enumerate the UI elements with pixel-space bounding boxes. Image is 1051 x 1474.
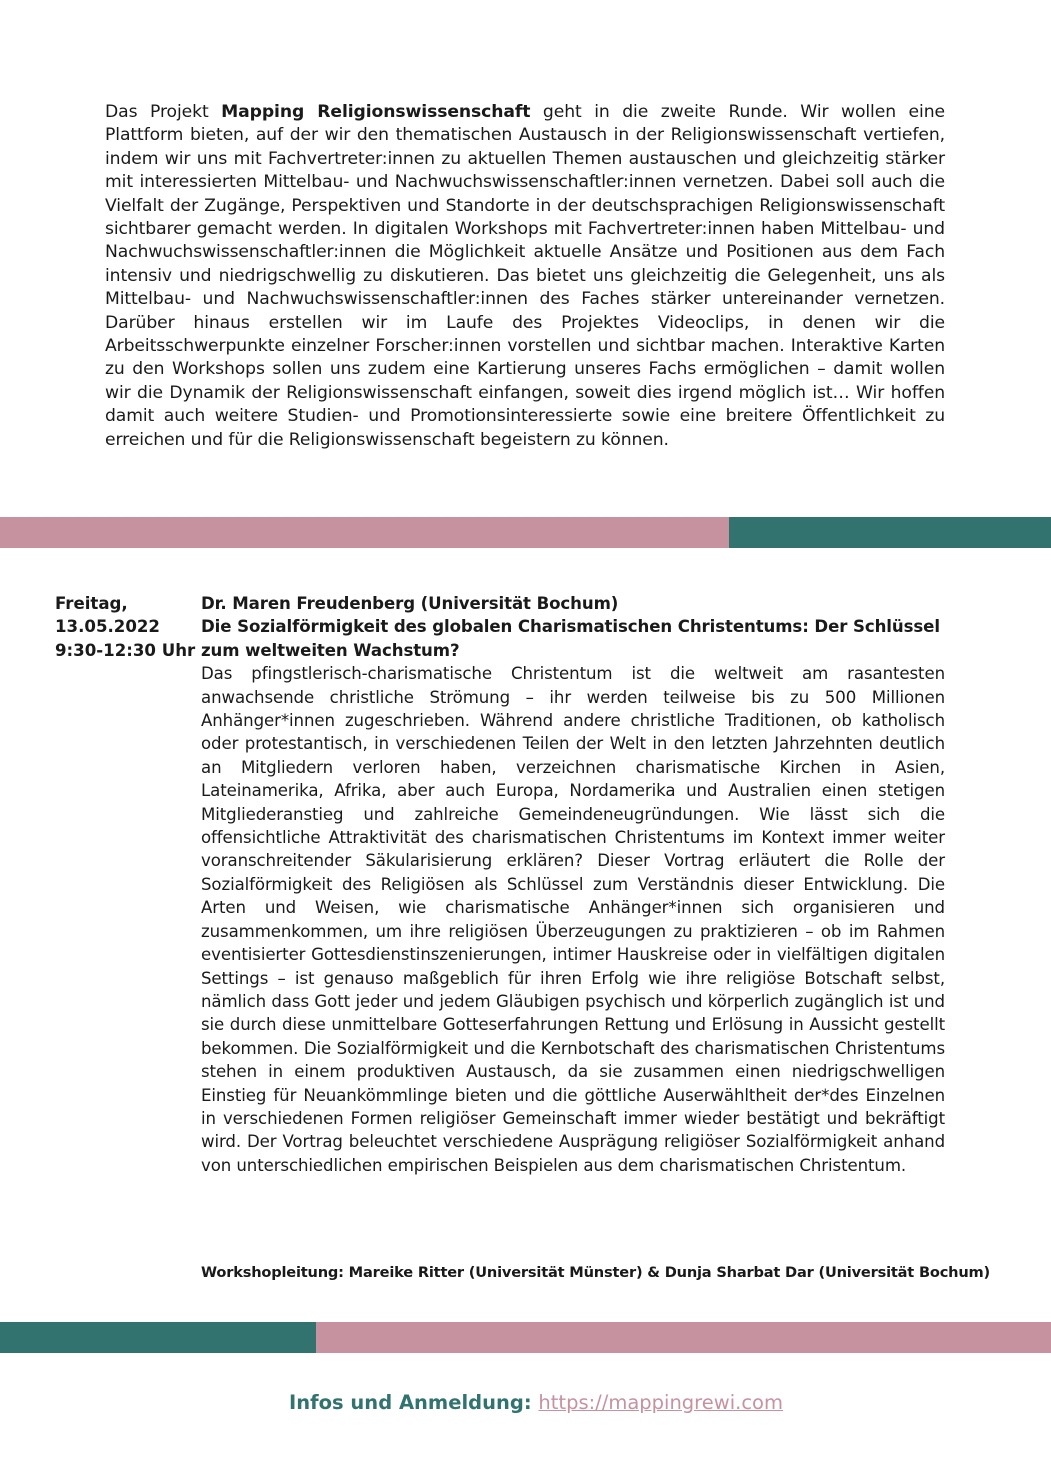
talk-abstract: Das pfingstlerisch-charismatische Christentum ist die weltweit am rasantesten anwachsende christliche Strömung – ihr werden teilweise bis zu 500 Millionen Anhänger*innen zugeschrieben. Während andere christliche Traditionen, ob katholisch oder protestantisch, in verschiedenen Teilen der Welt in den letzten Jahrzehnten deutlich an Mitgliedern verloren haben, verzeichnen charismatische Kirchen in Asien, Lateinamerika, Afrika, aber auch Europa, Nordamerika und Australien einen stetigen Mitgliederanstieg und zahlreiche Gemeindeneugründungen. Wie lässt sich die offensichtliche Attraktivität des charismatischen Christentums im Kontext immer weiter voranschreitender Säkularisierung erklären? Dieser Vortrag erläutert die Rolle der Sozialförmigkeit des Religiösen als Schlüssel zum Verständnis dieser Entwicklung. Die Arten und Weisen, wie charismatische Anhänger*innen sich organisieren und zusammenkommen, um ihre religiösen Überzeugungen zu praktizieren – ob im Rahmen eventisierter Gottesdienstinszenierungen, intimer Hauskreise oder in vielfältigen digitalen Settings – ist genauso maßgeblich für ihren Erfolg wie ihre religiöse Botschaft selbst, nämlich dass Gott jeder und jedem Gläubigen psychisch und körperlich zugänglich ist und sie durch diese unmittelbare Gotteserfahrungen Rettung und Erlösung in Aussicht gestellt bekommen. Die Sozialförmigkeit und die Kernbotschaft des charismatischen Christentums stehen in einem produktiven Austausch, da sie zusammen einen niedrigschwelligen Einstieg für Neuankömmlinge bieten und die göttliche Auserwähltheit der*des Einzelnen in verschiedenen Formen religiöser Gemeinschaft immer wieder bestätigt und bekräftigt wird. Der Vortrag beleuchtet verschiedene Ausprägung religiöser Sozialförmigkeit anhand von unterschiedlichen empirischen Beispielen aus dem charismatischen Christentum.	[201, 664, 945, 1175]
divider-segment-pink	[316, 1322, 1051, 1353]
event-date-block	[55, 592, 195, 662]
speaker-name: Dr. Maren Freudenberg (Universität Bochum)	[201, 594, 619, 613]
intro-text-start: Das Projekt	[105, 102, 222, 122]
divider-segment-teal	[0, 1322, 316, 1353]
event-day: Freitag,	[55, 594, 128, 613]
project-name: Mapping Religionswissenschaft	[221, 102, 531, 122]
footer-info	[0, 1390, 1051, 1416]
divider-segment-teal	[729, 517, 1051, 548]
talk-title: Die Sozialförmigkeit des globalen Charismatischen Christentums: Der Schlüssel zum weltweiten Wachstum?	[201, 617, 940, 660]
intro-text-body: geht in die zweite Runde. Wir wollen eine Plattform bieten, auf der wir den thematischen Austausch in der Religionswissenschaft vertiefen, indem wir uns mit Fachvertreter:innen zu aktuellen Themen austauschen und gleichzeitig stärker mit interessierten Mittelbau- und Nachwuchswissenschaftler:innen vernetzen. Dabei soll auch die Vielfalt der Zugänge, Perspektiven und Standorte in der deutschsprachigen Religionswissenschaft sichtbarer gemacht werden. In digitalen Workshops mit Fachvertreter:innen haben Mittelbau- und Nachwuchswissenschaftler:innen die Möglichkeit aktuelle Ansätze und Positionen aus dem Fach intensiv und niedrigschwellig zu diskutieren. Das bietet uns gleichzeitig die Gelegenheit, uns als Mittelbau- und Nachwuchswissenschaftler:innen des Faches stärker untereinander vernetzen. Darüber hinaus erstellen wir im Laufe des Projektes Videoclips, in denen wir die Arbeitsschwerpunkte einzelner Forscher:innen vorstellen und sichtbar machen. Interaktive Karten zu den Workshops sollen uns zudem eine Kartierung unseres Fachs ermöglichen – damit wollen wir die Dynamik der Religionswissenschaft einfangen, soweit dies irgend möglich ist… Wir hoffen damit auch weitere Studien- und Promotionsinteressierte sowie eine breitere Öffentlichkeit zu erreichen und für die Religionswissenschaft begeistern zu können.	[105, 102, 945, 450]
divider-segment-pink	[0, 517, 729, 548]
divider-band-bottom	[0, 1322, 1051, 1353]
project-intro-paragraph	[105, 101, 945, 452]
event-details	[201, 592, 945, 1177]
registration-link[interactable]: https://mappingrewi.com	[538, 1391, 783, 1414]
footer-separator: :	[523, 1391, 539, 1414]
workshop-leadership: Workshopleitung: Mareike Ritter (Universität Münster) & Dunja Sharbat Dar (Universität Bochum)	[201, 1264, 991, 1281]
divider-band-top	[0, 517, 1051, 548]
event-time: 9:30-12:30 Uhr	[55, 640, 196, 660]
footer-label: Infos und Anmeldung	[289, 1391, 524, 1414]
event-date: 13.05.2022	[55, 617, 160, 637]
